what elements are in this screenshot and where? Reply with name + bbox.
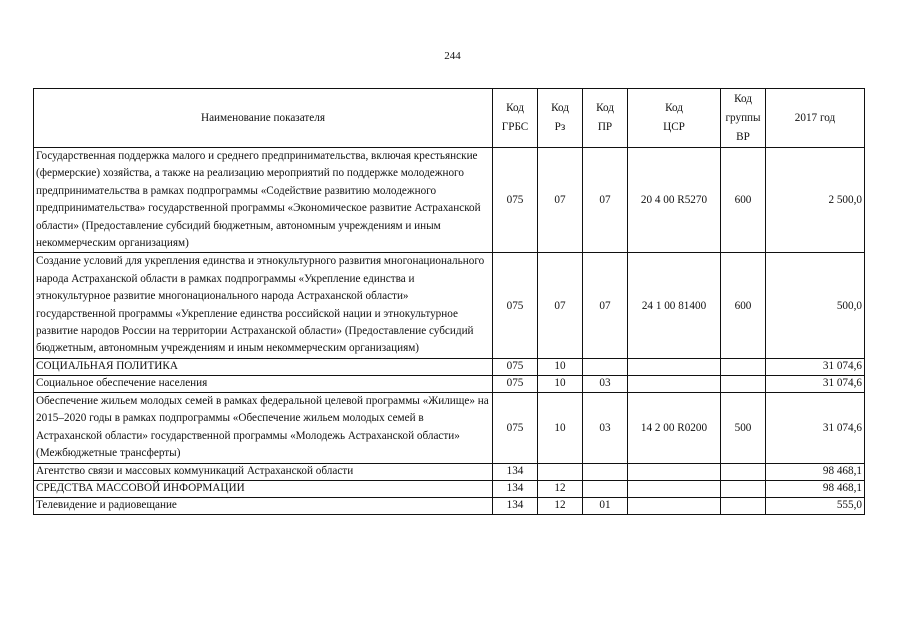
row-name: СРЕДСТВА МАССОВОЙ ИНФОРМАЦИИ <box>34 480 493 497</box>
header-year: 2017 год <box>766 89 865 148</box>
row-pr: 03 <box>583 375 628 392</box>
header-pr: Код ПР <box>583 89 628 148</box>
row-amount: 31 074,6 <box>766 358 865 375</box>
row-rz: 10 <box>538 375 583 392</box>
table-row <box>34 392 865 463</box>
row-grbs: 075 <box>493 253 538 358</box>
row-pr: 07 <box>583 253 628 358</box>
row-amount: 555,0 <box>766 497 865 514</box>
row-csr <box>628 358 721 375</box>
row-vr: 500 <box>721 392 766 463</box>
row-rz: 10 <box>538 392 583 463</box>
row-grbs: 134 <box>493 463 538 480</box>
row-grbs: 134 <box>493 497 538 514</box>
header-grbs: Код ГРБС <box>493 89 538 148</box>
row-pr: 07 <box>583 148 628 253</box>
row-name: Создание условий для укрепления единства и этнокультурного развития многонационального народа Астраханской области в рамках подпрограммы «Укрепление единства и этнокультурное развитие многонационального народа Астраханской области» государственной программы «Укрепление единства российской нации и этнокультурное развитие народов России на территории Астраханской области» (Предоставление субсидий бюджетным, автономным учреждениям и иным некоммерческим организациям) <box>34 253 493 358</box>
row-pr <box>583 463 628 480</box>
row-rz: 12 <box>538 480 583 497</box>
row-amount: 98 468,1 <box>766 463 865 480</box>
table-row <box>34 480 865 497</box>
page-number: 244 <box>444 50 461 62</box>
table-row <box>34 463 865 480</box>
row-grbs: 075 <box>493 392 538 463</box>
row-vr: 600 <box>721 253 766 358</box>
header-csr: Код ЦСР <box>628 89 721 148</box>
row-vr <box>721 463 766 480</box>
row-grbs: 075 <box>493 375 538 392</box>
row-amount: 2 500,0 <box>766 148 865 253</box>
table-row <box>34 253 865 358</box>
row-pr <box>583 358 628 375</box>
row-vr <box>721 375 766 392</box>
table-row <box>34 375 865 392</box>
row-rz: 10 <box>538 358 583 375</box>
row-csr <box>628 463 721 480</box>
row-rz <box>538 463 583 480</box>
row-name: Агентство связи и массовых коммуникаций Астраханской области <box>34 463 493 480</box>
table-row <box>34 148 865 253</box>
row-pr: 01 <box>583 497 628 514</box>
row-name: СОЦИАЛЬНАЯ ПОЛИТИКА <box>34 358 493 375</box>
row-csr: 14 2 00 R0200 <box>628 392 721 463</box>
row-vr <box>721 480 766 497</box>
row-rz: 12 <box>538 497 583 514</box>
row-name: Обеспечение жильем молодых семей в рамках федеральной целевой программы «Жилище» на 2015–2020 годы в рамках подпрограммы «Обеспечение жильем молодых семей в Астраханской области» государственной программы «Молодежь Астраханской области» (Межбюджетные трансферты) <box>34 392 493 463</box>
row-vr <box>721 497 766 514</box>
row-csr <box>628 497 721 514</box>
row-csr: 24 1 00 81400 <box>628 253 721 358</box>
row-rz: 07 <box>538 253 583 358</box>
budget-table <box>33 88 865 515</box>
row-pr: 03 <box>583 392 628 463</box>
row-name: Государственная поддержка малого и среднего предпринимательства, включая крестьянские (фермерские) хозяйства, а также на реализацию мероприятий по поддержке молодежного предпринимательства в рамках подпрограммы «Содействие развитию молодежного предпринимательства» государственной программы «Экономическое развитие Астраханской области» (Предоставление субсидий бюджетным, автономным учреждениям и иным некоммерческим организациям) <box>34 148 493 253</box>
row-csr <box>628 480 721 497</box>
row-vr: 600 <box>721 148 766 253</box>
row-csr <box>628 375 721 392</box>
header-name: Наименование показателя <box>34 89 493 148</box>
table-header-row <box>34 89 865 148</box>
row-amount: 31 074,6 <box>766 392 865 463</box>
row-grbs: 134 <box>493 480 538 497</box>
row-name: Социальное обеспечение населения <box>34 375 493 392</box>
row-vr <box>721 358 766 375</box>
row-name: Телевидение и радиовещание <box>34 497 493 514</box>
table-row <box>34 497 865 514</box>
row-grbs: 075 <box>493 358 538 375</box>
row-grbs: 075 <box>493 148 538 253</box>
row-amount: 31 074,6 <box>766 375 865 392</box>
row-amount: 500,0 <box>766 253 865 358</box>
row-amount: 98 468,1 <box>766 480 865 497</box>
table-row <box>34 358 865 375</box>
row-pr <box>583 480 628 497</box>
row-csr: 20 4 00 R5270 <box>628 148 721 253</box>
row-rz: 07 <box>538 148 583 253</box>
header-rz: Код Рз <box>538 89 583 148</box>
header-vr: Код группы ВР <box>721 89 766 148</box>
